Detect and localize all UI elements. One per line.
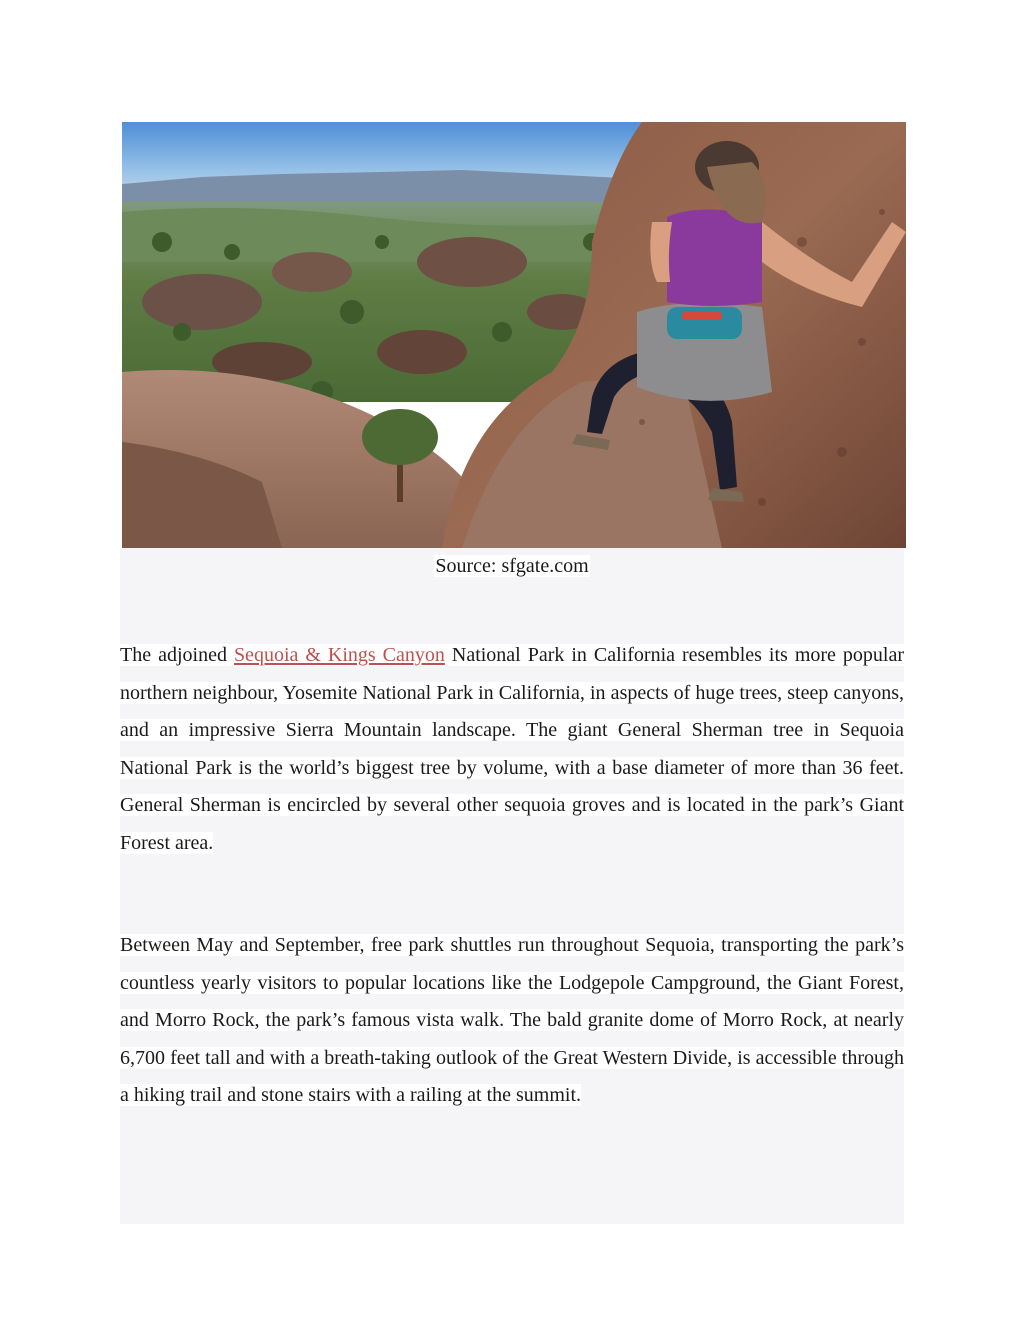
paragraph-morro-rock (120, 927, 904, 1115)
paragraph1-intro-text: The adjoined (120, 644, 234, 666)
paragraph-sequoia-kings-canyon (120, 637, 904, 863)
paragraph1-body-text: National Park in California resembles its more popular northern neighbour, Yosemite National Park in California, in aspects of huge trees, steep canyons, and an impressive Sierra Mountain landscape. The giant General Sherman tree in Sequoia National Park is the world’s biggest tree by volume, with a base diameter of more than 36 feet. General Sherman is encircled by several other sequoia groves and is located in the park’s Giant Forest area. (120, 644, 904, 854)
sequoia-kings-canyon-link[interactable]: Sequoia & Kings Canyon (233, 644, 445, 666)
photo-caption-text: Source: sfgate.com (435, 555, 589, 577)
hiker-climbing-rock-photo (122, 122, 906, 548)
paragraph2-body-text: Between May and September, free park shuttles run throughout Sequoia, transporting the park’s countless yearly visitors to popular locations like the Lodgepole Campground, the Giant Forest, and Morro Rock, the park’s famous vista walk. The bald granite dome of Morro Rock, at nearly 6,700 feet tall and with a breath-taking outlook of the Great Western Divide, is accessible through a hiking trail and stone stairs with a railing at the summit. (120, 934, 904, 1107)
photo-caption (120, 553, 904, 579)
